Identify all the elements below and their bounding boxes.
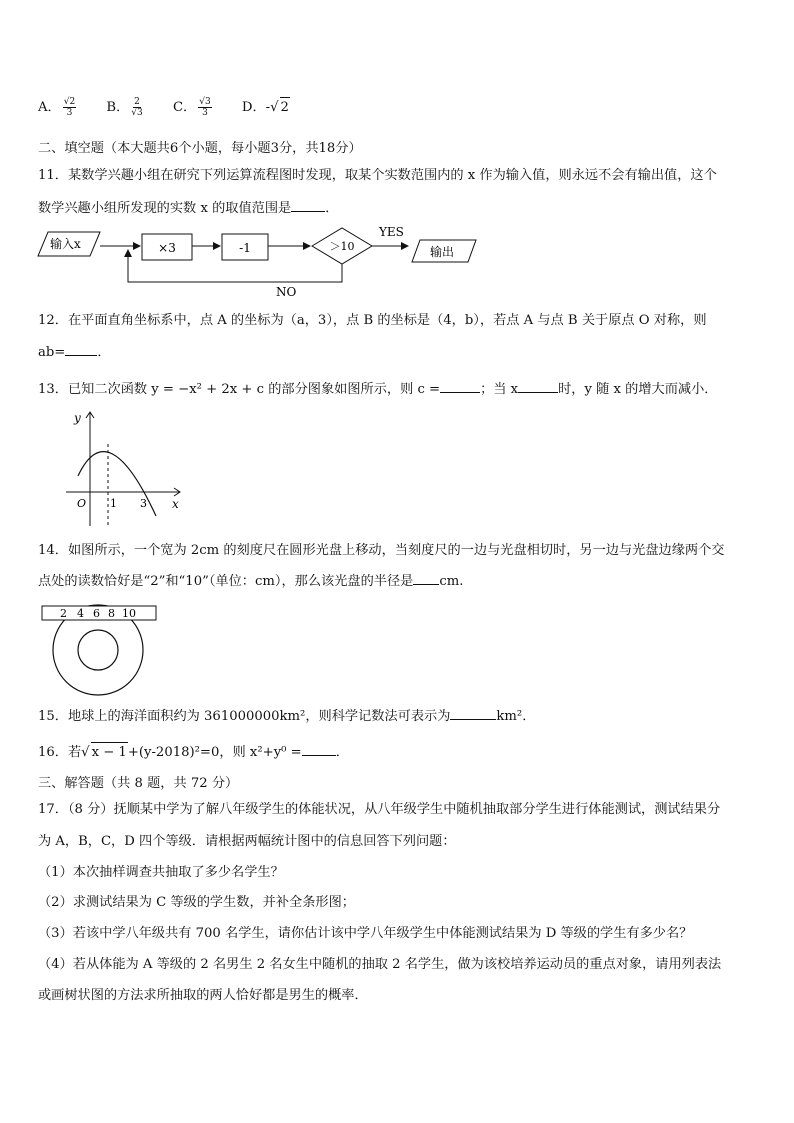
section2-heading: 二、填空题（本大题共6个小题，每小题3分，共18分） <box>38 141 362 156</box>
origin-label: O <box>77 497 87 510</box>
x-axis-label: x <box>172 497 179 511</box>
option-c[interactable]: C． $\frac{√3}{3}$ <box>172 97 211 118</box>
section3-heading: 三、解答题（共 8 题，共 72 分） <box>38 776 239 791</box>
ruler-disc-figure <box>36 600 162 698</box>
q17-sub4b: 或画树状图的方法求所抽取的两人恰好都是男生的概率． <box>38 988 368 1003</box>
q11-line1: 11．某数学兴趣小组在研究下列运算流程图时发现，取某个实数范围内的 x 作为输入值，则永远不会有输出值，这个 <box>38 168 717 183</box>
q12-answer-blank[interactable] <box>65 341 97 356</box>
q14-line2: 点处的读数恰好是“2”和“10”（单位：cm），那么该光盘的半径是 cm. <box>38 570 463 592</box>
disc-inner-circle <box>78 630 118 670</box>
flowchart-output-text: 输出 <box>430 245 455 259</box>
option-a[interactable]: A． $\frac{√2}{3}$ <box>38 97 76 118</box>
ruler-mark-6: 6 <box>93 607 100 620</box>
parabola-graph <box>60 404 190 532</box>
q17-line1: 17．（8 分）抚顺某中学为了解八年级学生的体能状况，从八年级学生中随机抽取部分学生进行体能测试，测试结果分 <box>38 802 721 817</box>
q16-line: 16．若√ x − 1+(y-2018)²=0，则 x²+y⁰ = ． <box>38 741 349 763</box>
q17-sub4a: （4）若从体能为 A 等级的 2 名男生 2 名女生中随机的抽取 2 名学生，做为该校培养运动员的重点对象，请用列表法 <box>38 957 722 972</box>
q17-sub3: （3）若该中学八年级共有 700 名学生，请你估计该中学八年级学生中体能测试结果为 D 等级的学生有多少名？ <box>38 926 693 941</box>
flowchart-input-text: 输入x <box>50 237 81 251</box>
q11-line2: 数学兴趣小组所发现的实数 x 的取值范围是 ． <box>38 197 338 219</box>
ruler-mark-8: 8 <box>108 607 115 620</box>
flowchart-no-label: NO <box>276 285 297 299</box>
tick-3-label: 3 <box>140 497 147 510</box>
ruler-mark-4: 4 <box>77 607 84 620</box>
ruler-mark-2: 2 <box>60 607 67 620</box>
q17-line2: 为 A，B，C，D 四个等级．请根据两幅统计图中的信息回答下列问题： <box>38 834 456 849</box>
q11-answer-blank[interactable] <box>291 197 325 212</box>
option-b[interactable]: B． $\frac{2}{√3}$ <box>106 97 143 118</box>
q12-line1: 12．在平面直角坐标系中，点 A 的坐标为（a，3），点 B 的坐标是（4，b），若点 A 与点 B 关于原点 O 对称，则 <box>38 313 707 328</box>
tick-1-label: 1 <box>110 497 117 510</box>
q12-line2: ab= ． <box>38 341 111 363</box>
option-d[interactable]: D．-√ 2 <box>242 100 290 115</box>
q17-sub1: （1）本次抽样调查共抽取了多少名学生？ <box>38 865 284 880</box>
ruler-mark-10: 10 <box>122 607 136 620</box>
q15-line: 15．地球上的海洋面积约为 361000000km²，则科学记数法可表示为 km²． <box>38 705 535 727</box>
q15-answer-blank[interactable] <box>450 705 496 720</box>
q13-c-blank[interactable] <box>440 378 480 393</box>
flowchart-yes-label: YES <box>379 225 404 239</box>
q14-line1: 14．如图所示，一个宽为 2cm 的刻度尺在圆形光盘上移动，当刻度尺的一边与光盘相切时，另一边与光盘边缘两个交 <box>38 543 725 558</box>
y-axis-label: y <box>74 411 81 425</box>
q17-sub2: （2）求测试结果为 C 等级的学生数，并补全条形图； <box>38 895 355 910</box>
q13-line: 13．已知二次函数 y = −x² + 2x + c 的部分图象如图所示，则 c = ；当 x 时，y 随 x 的增大而减小． <box>38 378 717 400</box>
answer-options <box>38 97 314 118</box>
q16-answer-blank[interactable] <box>302 741 336 756</box>
flowchart-subtract-text: -1 <box>239 241 251 255</box>
q14-answer-blank[interactable] <box>413 570 439 585</box>
flowchart-multiply-text: ×3 <box>158 241 176 255</box>
flowchart-condition-text: ＞10 <box>329 240 355 253</box>
flowchart <box>36 222 496 300</box>
q13-x-blank[interactable] <box>518 378 558 393</box>
